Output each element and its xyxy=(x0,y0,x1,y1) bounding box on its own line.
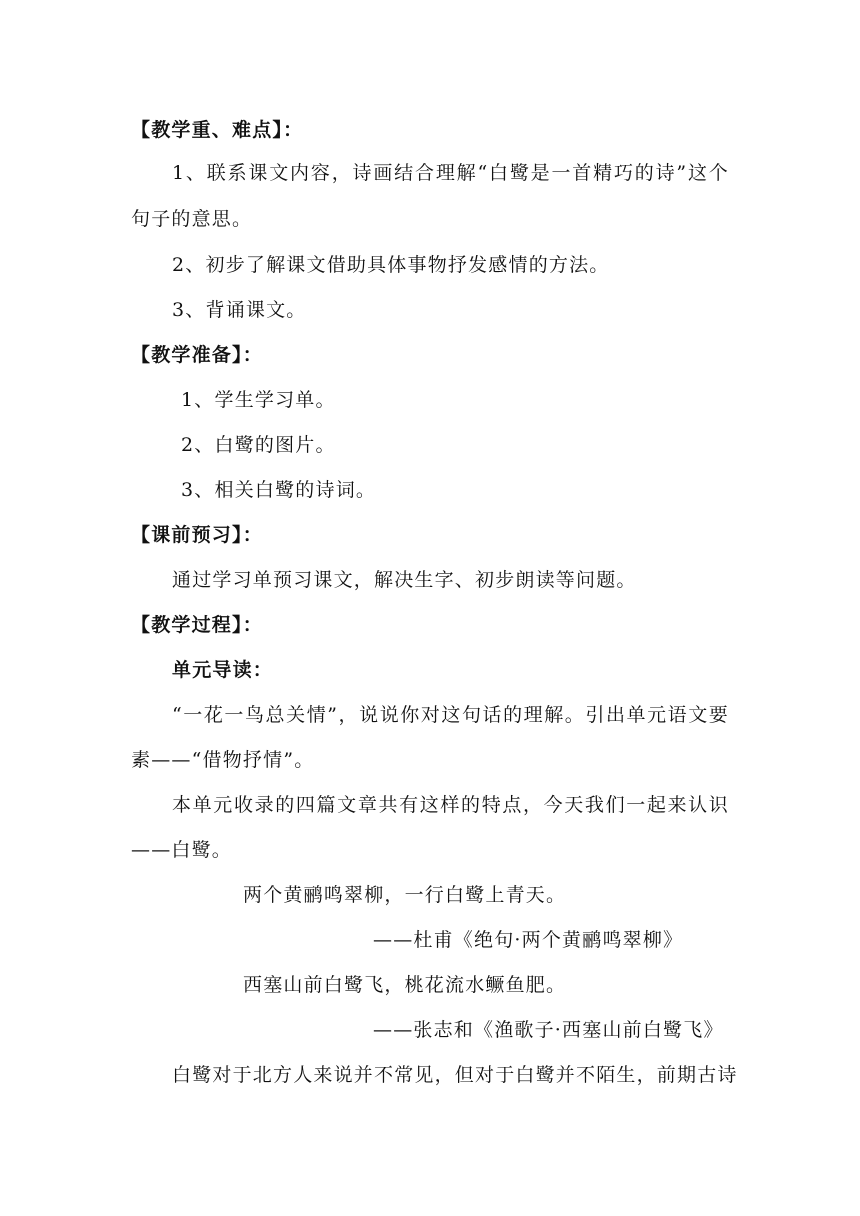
preparation-item-2: 2、白鹭的图片。 xyxy=(181,434,336,456)
poem-1: 两个黄鹂鸣翠柳，一行白鹭上青天。 xyxy=(243,884,567,906)
key-points-item-1-line-2: 句子的意思。 xyxy=(131,208,253,230)
process-para-1-line-2: 素——“借物抒情”。 xyxy=(131,749,315,771)
key-points-item-1-line-1: 1、联系课文内容，诗画结合理解“白鹭是一首精巧的诗”这个 xyxy=(172,162,729,184)
key-points-item-3: 3、背诵课文。 xyxy=(172,299,307,321)
preparation-item-3: 3、相关白鹭的诗词。 xyxy=(181,479,377,501)
process-heading: 【教学过程】： xyxy=(131,614,263,636)
key-points-item-2: 2、初步了解课文借助具体事物抒发感情的方法。 xyxy=(172,254,610,276)
process-para-2-line-2: ——白鹭。 xyxy=(131,839,233,861)
poem-2-source: ——张志和《渔歌子·西塞山前白鹭飞》 xyxy=(373,1019,724,1041)
preparation-item-1: 1、学生学习单。 xyxy=(181,389,336,411)
preparation-heading: 【教学准备】： xyxy=(131,344,263,366)
process-para-1-line-1: “一花一鸟总关情”，说说你对这句话的理解。引出单元语文要 xyxy=(172,704,729,726)
poem-1-source: ——杜甫《绝句·两个黄鹂鸣翠柳》 xyxy=(373,929,684,951)
unit-guide-subheading: 单元导读： xyxy=(172,659,274,681)
process-para-3-line-1: 白鹭对于北方人来说并不常见，但对于白鹭并不陌生，前期古诗 xyxy=(172,1064,738,1086)
poem-2: 西塞山前白鹭飞，桃花流水鳜鱼肥。 xyxy=(243,974,567,996)
key-points-heading: 【教学重、难点】： xyxy=(131,119,304,141)
preview-text: 通过学习单预习课文，解决生字、初步朗读等问题。 xyxy=(172,569,637,591)
process-para-2-line-1: 本单元收录的四篇文章共有这样的特点，今天我们一起来认识 xyxy=(172,794,729,816)
preview-heading: 【课前预习】： xyxy=(131,524,263,546)
